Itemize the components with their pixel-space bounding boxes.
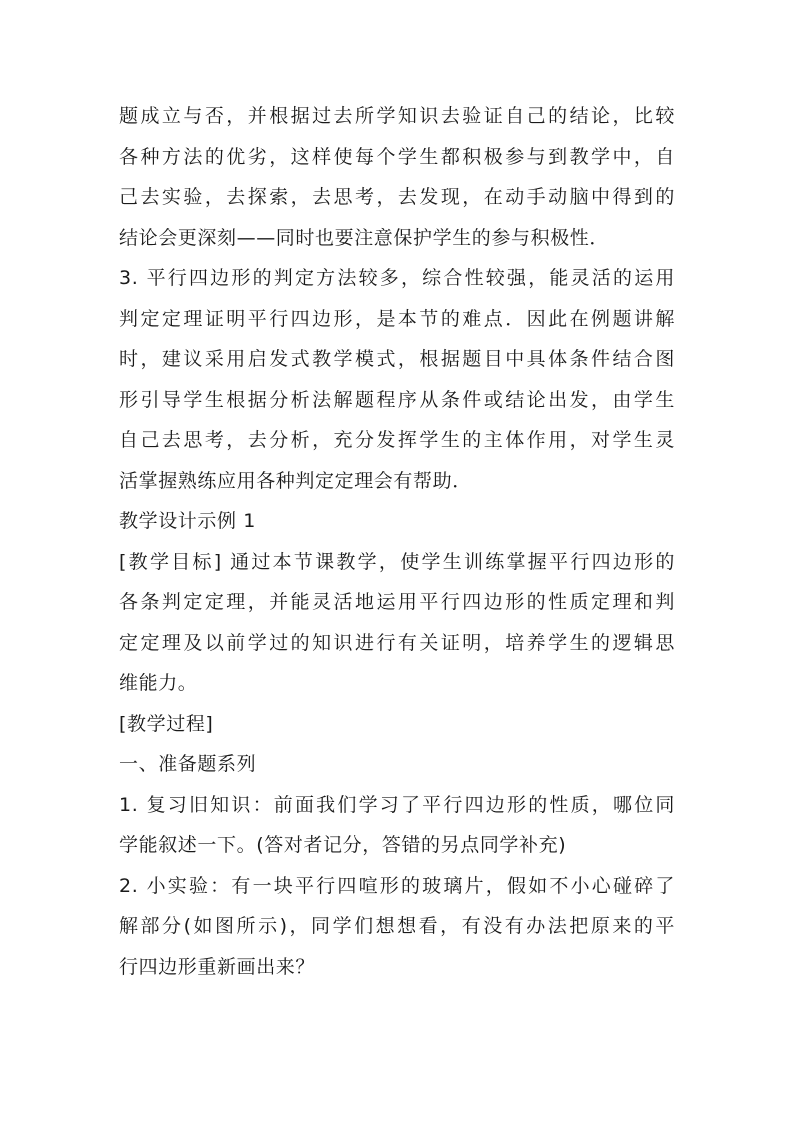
text-line: 己去实验，去探索，去思考，去发现，在动手动脑中得到的 <box>119 186 675 208</box>
list-item-1: 1. 复习旧知识：前面我们学习了平行四边形的性质，哪位同 <box>119 793 675 816</box>
text-line: 判定定理证明平行四边形，是本节的难点．因此在例题讲解 <box>119 307 675 330</box>
text-line: 行四边形重新画出来？ <box>119 955 316 978</box>
list-item-2: 2. 小实验：有一块平行四喧形的玻璃片，假如不小心碰碎了 <box>119 874 675 897</box>
teaching-goal: [教学目标] 通过本节课教学，使学生训练掌握平行四边形的 <box>119 550 675 573</box>
text-line: 题成立与否，并根据过去所学知识去验证自己的结论，比较 <box>119 105 675 127</box>
subsection-heading: [教学过程] <box>119 712 214 735</box>
subsection-heading: 一、准备题系列 <box>119 753 257 775</box>
document-body <box>119 96 675 987</box>
text-line: 定定理及以前学过的知识进行有关证明，培养学生的逻辑思 <box>119 631 675 654</box>
text-line: 各种方法的优劣，这样使每个学生都积极参与到教学中，自 <box>119 145 675 168</box>
text-line: 时，建议采用启发式教学模式，根据题目中具体条件结合图 <box>119 348 675 370</box>
text-line: 结论会更深刻——同时也要注意保护学生的参与积极性． <box>119 226 610 249</box>
section-heading: 教学设计示例 1 <box>119 510 256 532</box>
text-line: 活掌握熟练应用各种判定定理会有帮助． <box>119 469 472 492</box>
text-line: 自己去思考，去分析，充分发挥学生的主体作用，对学生灵 <box>119 429 675 451</box>
list-item-3: 3. 平行四边形的判定方法较多，综合性较强，能灵活的运用 <box>119 267 675 289</box>
text-line: 学能叙述一下。(答对者记分，答错的另点同学补充) <box>119 834 567 856</box>
text-line: 各条判定定理，并能灵活地运用平行四边形的性质定理和判 <box>119 591 675 613</box>
text-line: 解部分(如图所示)，同学们想想看，有没有办法把原来的平 <box>119 915 675 937</box>
text-line: 形引导学生根据分析法解题程序从条件或结论出发，由学生 <box>119 388 675 411</box>
text-line: 维能力。 <box>119 672 198 694</box>
